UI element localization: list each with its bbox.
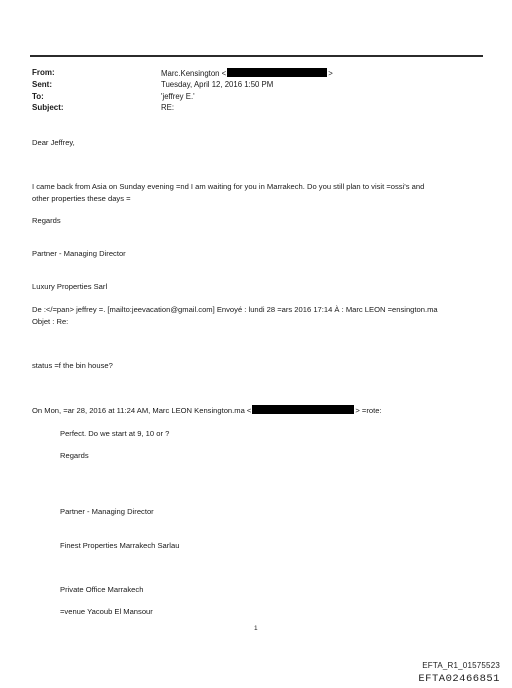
- quoted-regards: Regards: [60, 451, 89, 460]
- on-date-text: On Mon, =ar 28, 2016 at 11:24 AM, Marc LEON Kensington.ma <: [32, 406, 252, 415]
- greeting: Dear Jeffrey,: [32, 138, 75, 147]
- redaction-bar: [227, 68, 327, 77]
- quoted-perfect: Perfect. Do we start at 9, 10 or ?: [60, 429, 170, 438]
- signature-company-1: Luxury Properties Sarl: [32, 282, 108, 291]
- header-rule: [30, 55, 483, 57]
- subject-value: RE:: [161, 103, 174, 112]
- to-value: 'jeffrey E.': [161, 92, 195, 101]
- footer-ref-2: EFTA02466851: [418, 673, 500, 685]
- from-value: [161, 68, 333, 78]
- de-line: De :</=pan> jeffrey =. [mailto:jeevacation@gmail.com] Envoyé : lundi 28 =ars 2016 17:14 À : Marc LEON =ensington.ma: [32, 305, 438, 314]
- paragraph-line-1: I came back from Asia on Sunday evening =nd I am waiting for you in Marrakech. Do you still plan to visit =ossi's and: [32, 182, 425, 191]
- from-close: >: [328, 69, 333, 78]
- objet-line: Objet : Re:: [32, 317, 69, 326]
- signature-address: =venue Yacoub El Mansour: [60, 607, 153, 616]
- page-number: 1: [254, 625, 258, 632]
- from-name: Marc.Kensington <: [161, 69, 227, 78]
- status-line: status =f the bin house?: [32, 361, 113, 370]
- signature-title-1: Partner - Managing Director: [32, 249, 126, 258]
- wrote-text: > =rote:: [355, 406, 382, 415]
- from-label: From:: [32, 68, 55, 77]
- signature-company-2: Finest Properties Marrakech Sarlau: [60, 541, 180, 550]
- signature-title-2: Partner - Managing Director: [60, 507, 154, 516]
- sent-label: Sent:: [32, 80, 52, 89]
- to-label: To:: [32, 92, 44, 101]
- footer-ref-1: EFTA_R1_01575523: [422, 661, 500, 670]
- sent-value: Tuesday, April 12, 2016 1:50 PM: [161, 80, 274, 89]
- signature-office: Private Office Marrakech: [60, 585, 144, 594]
- regards-1: Regards: [32, 216, 61, 225]
- on-date-line: [32, 405, 382, 415]
- paragraph-line-2: other properties these days =: [32, 194, 131, 203]
- subject-label: Subject:: [32, 103, 64, 112]
- redaction-bar: [252, 405, 354, 414]
